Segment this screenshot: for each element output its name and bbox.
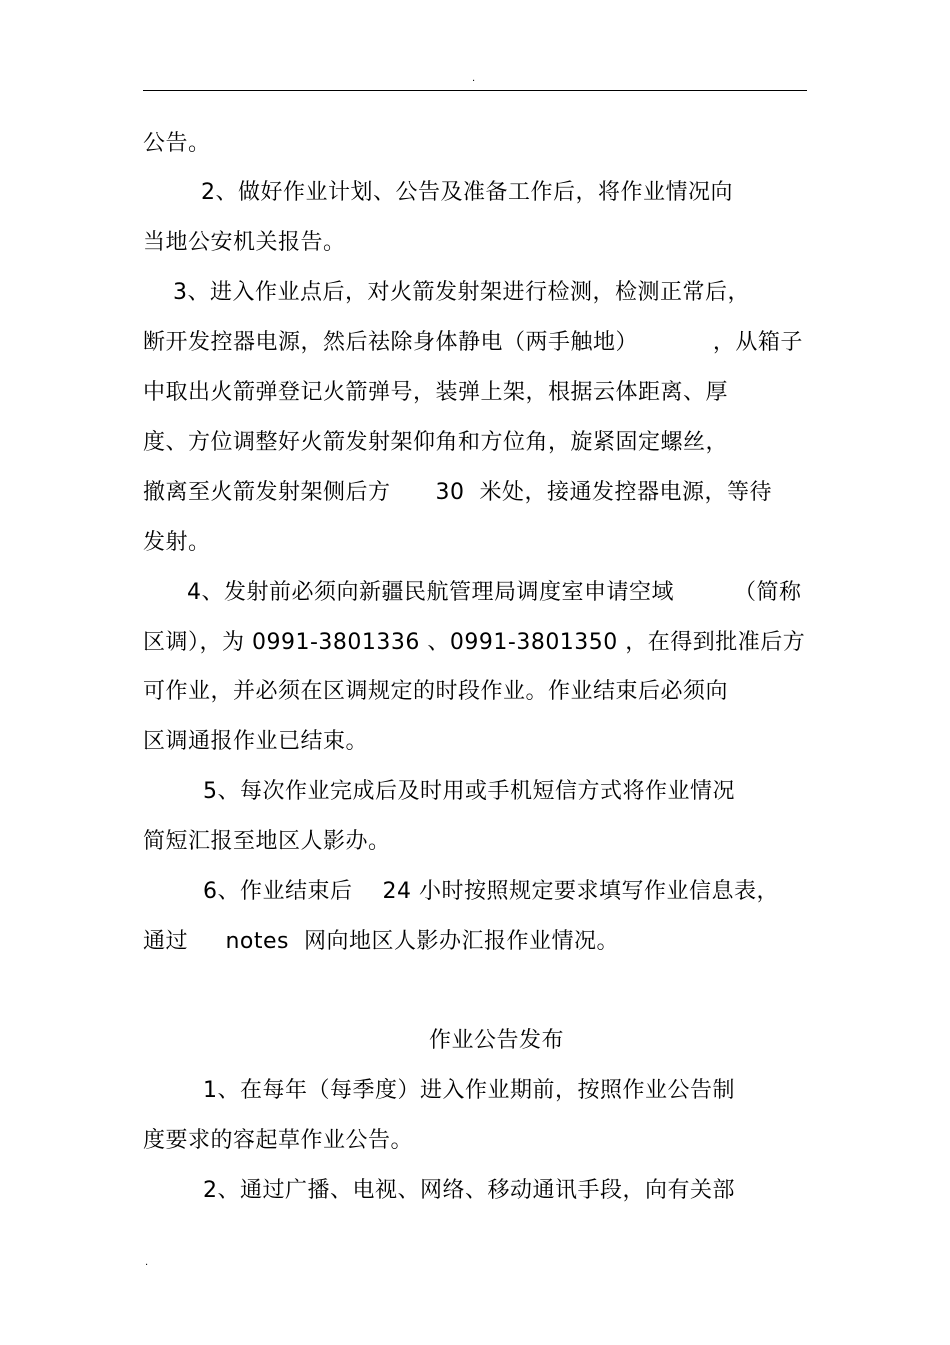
text-line: 度、方位调整好火箭发射架仰角和方位角，旋紧固定螺丝，	[143, 430, 729, 455]
header-mark: .	[472, 73, 476, 84]
header-rule	[143, 90, 807, 91]
text-line: 公告。	[143, 131, 211, 156]
text-line: 2、通过广播、电视、网络、移动通讯手段，向有关部	[203, 1178, 735, 1203]
text-line: 5、每次作业完成后及时用或手机短信方式将作业情况	[203, 779, 735, 804]
text-line: 通过 notes 网向地区人影办汇报作业情况。	[143, 929, 619, 954]
text-line: 区调），为 0991-3801336 、0991-3801350 ，在得到批准后方	[143, 630, 806, 655]
text-line: 中取出火箭弹登记火箭弹号，装弹上架，根据云体距离、厚	[143, 380, 729, 405]
text-line: 度要求的容起草作业公告。	[143, 1128, 414, 1153]
text-line: 可作业，并必须在区调规定的时段作业。作业结束后必须向	[143, 679, 729, 704]
text-line: 2、做好作业计划、公告及准备工作后，将作业情况向	[201, 180, 733, 205]
section-heading: 作业公告发布	[429, 1028, 565, 1053]
text-line: 当地公安机关报告。	[143, 230, 346, 255]
text-line: 6、作业结束后 24 小时按照规定要求填写作业信息表，	[203, 879, 779, 904]
text-line: 发射。	[143, 530, 211, 555]
footer-mark: .	[145, 1257, 149, 1268]
text-line: 撤离至火箭发射架侧后方 30 米处，接通发控器电源，等待	[143, 480, 772, 505]
text-line: 断开发控器电源，然后祛除身体静电（两手触地） ，从箱子	[143, 330, 803, 355]
text-line: 简短汇报至地区人影办。	[143, 829, 391, 854]
text-line: 区调通报作业已结束。	[143, 729, 369, 754]
text-line: 1、在每年（每季度）进入作业期前，按照作业公告制	[203, 1078, 735, 1103]
text-line: 3、进入作业点后，对火箭发射架进行检测，检测正常后，	[173, 280, 750, 305]
text-line: 4、发射前必须向新疆民航管理局调度室申请空域 （简称	[187, 580, 802, 605]
